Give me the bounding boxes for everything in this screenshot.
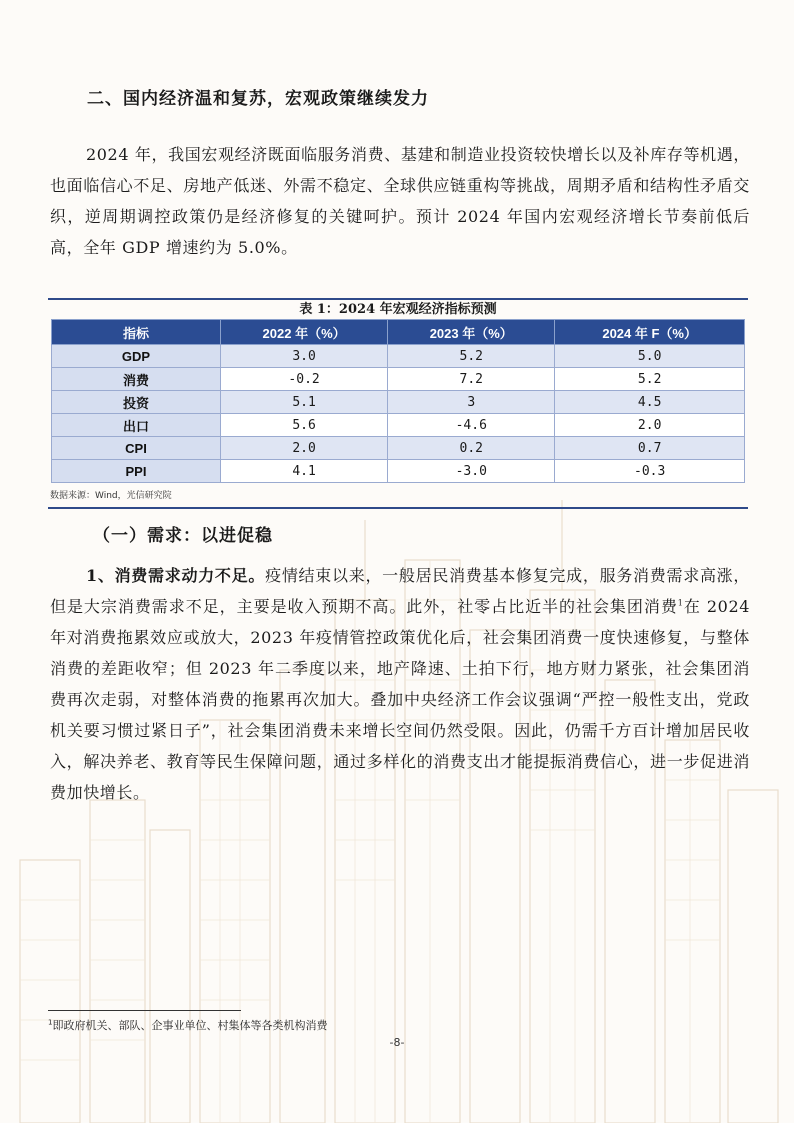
indicator-cell: CPI xyxy=(52,437,221,460)
table-caption: 表 1：2024 年宏观经济指标预测 xyxy=(299,302,497,317)
value-cell-2022: 5.6 xyxy=(221,414,388,437)
value-cell-2023: 3 xyxy=(388,391,555,414)
footnote xyxy=(48,1017,327,1033)
value-cell-2023: 7.2 xyxy=(388,368,555,391)
section-heading: 二、国内经济温和复苏，宏观政策继续发力 xyxy=(87,89,429,109)
table-row xyxy=(52,391,745,414)
value-cell-2022: -0.2 xyxy=(221,368,388,391)
paragraph-text-b: 在 2024 年对消费拖累效应或放大，2023 年疫情管控政策优化后，社会集团消费一度快速修复，与整体消费的差距收窄；但 2023 年二季度以来，地产降速、土拍下行，地方财力紧张，社会集团消费再次走弱，对整体消费的拖累再次加大。叠加中央经济工作会议强调“严控一般性支出，党政机关要习惯过紧日子”，社会集团消费未来增长空间仍然受限。因此，仍需千方百计增加居民收入，解决养老、教育等民生保障问题，通过多样化的消费支出才能提振消费信心，进一步促进消费加快增长。 xyxy=(50,597,751,802)
table-top-rule xyxy=(48,298,748,300)
value-cell-2022: 3.0 xyxy=(221,345,388,368)
column-header-2023: 2023 年（%） xyxy=(388,320,555,345)
value-cell-2024f: 2.0 xyxy=(555,414,745,437)
table-row xyxy=(52,414,745,437)
value-cell-2023: 0.2 xyxy=(388,437,555,460)
indicator-cell: GDP xyxy=(52,345,221,368)
macro-forecast-table xyxy=(51,319,745,483)
indicator-cell: 消费 xyxy=(52,368,221,391)
value-cell-2022: 2.0 xyxy=(221,437,388,460)
paragraph-lead: 1、消费需求动力不足。 xyxy=(86,566,266,585)
footnote-separator xyxy=(48,1010,241,1011)
indicator-cell: PPI xyxy=(52,460,221,483)
footnote-reference[interactable]: 1 xyxy=(677,598,684,608)
sub-heading-demand: （一）需求：以进促稳 xyxy=(93,526,273,546)
table-header-row xyxy=(52,320,745,345)
value-cell-2024f: 4.5 xyxy=(555,391,745,414)
value-cell-2022: 4.1 xyxy=(221,460,388,483)
table-row xyxy=(52,460,745,483)
value-cell-2024f: 5.2 xyxy=(555,368,745,391)
table-source-note: 数据来源：Wind，光信研究院 xyxy=(50,491,172,501)
indicator-cell: 投资 xyxy=(52,391,221,414)
value-cell-2023: -3.0 xyxy=(388,460,555,483)
value-cell-2023: -4.6 xyxy=(388,414,555,437)
value-cell-2024f: 5.0 xyxy=(555,345,745,368)
table-row xyxy=(52,368,745,391)
page-number: -8- xyxy=(389,1036,405,1049)
value-cell-2024f: 0.7 xyxy=(555,437,745,460)
paragraph-consumption xyxy=(50,560,750,808)
footnote-text: 即政府机关、部队、企事业单位、村集体等各类机构消费 xyxy=(52,1019,328,1032)
paragraph-macro-outlook: 2024 年，我国宏观经济既面临服务消费、基建和制造业投资较快增长以及补库存等机遇，也面临信心不足、房地产低迷、外需不稳定、全球供应链重构等挑战，周期矛盾和结构性矛盾交织，逆周期调控政策仍是经济修复的关键呵护。预计 2024 年国内宏观经济增长节奏前低后高，全年 GDP 增速约为 5.0%。 xyxy=(50,145,750,257)
column-header-2024f: 2024 年 F（%） xyxy=(555,320,745,345)
value-cell-2024f: -0.3 xyxy=(555,460,745,483)
column-header-2022: 2022 年（%） xyxy=(221,320,388,345)
indicator-cell: 出口 xyxy=(52,414,221,437)
value-cell-2023: 5.2 xyxy=(388,345,555,368)
paragraph-text-a: 疫情结束以来，一般居民消费基本修复完成，服务消费需求高涨，但是大宗消费需求不足，主要是收入预期不高。此外，社零占比近半的社会集团消费 xyxy=(50,566,750,616)
footnote-mark: 1 xyxy=(48,1018,53,1027)
table-bottom-rule xyxy=(48,507,748,509)
column-header-indicator: 指标 xyxy=(52,320,221,345)
table-row xyxy=(52,437,745,460)
value-cell-2022: 5.1 xyxy=(221,391,388,414)
table-row xyxy=(52,345,745,368)
macro-forecast-table-block xyxy=(48,298,748,509)
